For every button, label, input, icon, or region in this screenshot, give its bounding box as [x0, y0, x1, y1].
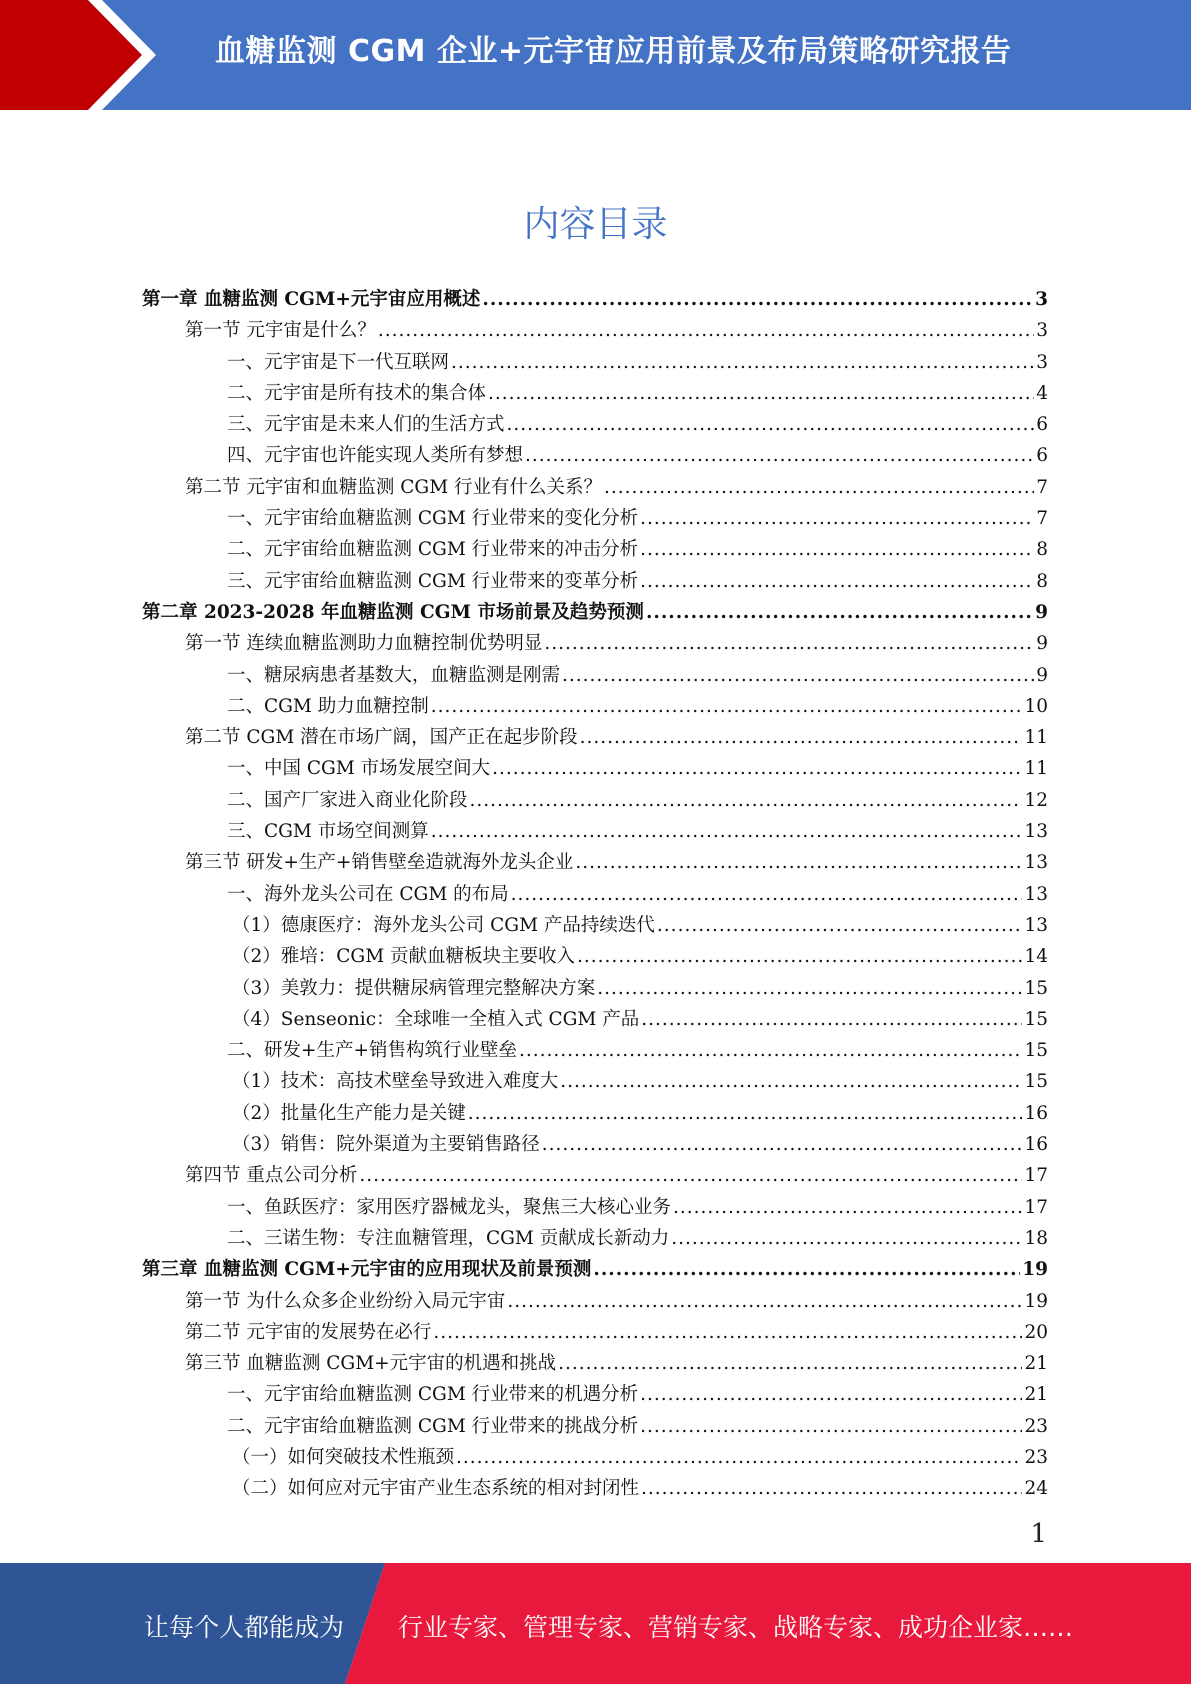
toc-entry[interactable] [142, 1443, 1048, 1474]
toc-entry-label: （2）雅培：CGM 贡献血糖板块主要收入 [232, 946, 576, 968]
toc-entry-label: （3）销售：院外渠道为主要销售路径 [232, 1134, 540, 1156]
toc-entry-page: 12 [1024, 789, 1048, 811]
toc-entry-page: 10 [1024, 695, 1048, 717]
toc-entry-label: 二、元宇宙是所有技术的集合体 [227, 382, 487, 404]
toc-entry-page: 7 [1036, 476, 1048, 498]
toc-entry-page: 3 [1036, 351, 1048, 373]
toc-entry[interactable] [142, 1474, 1048, 1505]
toc-leader-dots [451, 352, 1034, 373]
toc-entry-page: 20 [1024, 1321, 1048, 1343]
toc-entry[interactable] [142, 942, 1048, 973]
toc-entry[interactable] [142, 723, 1048, 754]
toc-entry-page: 13 [1024, 914, 1048, 936]
toc-leader-dots [640, 508, 1034, 529]
toc-entry[interactable] [142, 1318, 1048, 1349]
toc-entry-label: 第二节 CGM 潜在市场广阔，国产正在起步阶段 [185, 727, 578, 749]
toc-entry[interactable] [142, 1224, 1048, 1255]
toc-entry[interactable] [142, 441, 1048, 472]
toc-entry[interactable] [142, 974, 1048, 1005]
toc-leader-dots [525, 445, 1034, 466]
toc-entry-label: 一、元宇宙给血糖监测 CGM 行业带来的机遇分析 [227, 1384, 639, 1406]
toc-leader-dots [597, 978, 1022, 999]
footer-slogan-right: 行业专家、管理专家、营销专家、战略专家、成功企业家…… [398, 1613, 1074, 1642]
toc-entry-page: 16 [1024, 1134, 1048, 1156]
toc-entry-page: 19 [1024, 1290, 1048, 1312]
toc-leader-dots [482, 289, 1033, 310]
toc-entry-page: 3 [1035, 289, 1048, 310]
toc-entry-label: （4）Senseonic：全球唯一全植入式 CGM 产品 [232, 1008, 640, 1030]
toc-entry[interactable] [142, 1193, 1048, 1224]
footer-slogan-left: 让每个人都能成为 [144, 1613, 345, 1642]
toc-entry-page: 8 [1036, 570, 1048, 592]
toc-entry-label: 第二节 元宇宙的发展势在必行 [185, 1321, 432, 1343]
toc-entry-label: 第二节 元宇宙和血糖监测 CGM 行业有什么关系？ [185, 476, 603, 498]
toc-entry-page: 9 [1036, 664, 1048, 686]
page-number: 1 [1030, 1519, 1047, 1549]
toc-entry-label: （一）如何突破技术性瓶颈 [232, 1446, 455, 1468]
toc-entry-label: 第一节 连续血糖监测助力血糖控制优势明显 [185, 633, 543, 655]
toc-entry-label: 一、鱼跃医疗：家用医疗器械龙头，聚焦三大核心业务 [227, 1196, 672, 1218]
table-of-contents [142, 285, 1048, 1506]
toc-entry-page: 13 [1024, 852, 1048, 874]
toc-leader-dots [580, 727, 1023, 748]
toc-entry[interactable] [142, 473, 1048, 504]
toc-heading: 内容目录 [523, 204, 668, 245]
toc-leader-dots [673, 1197, 1022, 1218]
toc-leader-dots [558, 1353, 1022, 1374]
toc-entry-label: 第三节 血糖监测 CGM+元宇宙的机遇和挑战 [185, 1353, 557, 1375]
toc-entry-label: 三、元宇宙是未来人们的生活方式 [227, 414, 505, 436]
toc-entry-label: 三、CGM 市场空间测算 [227, 821, 429, 843]
toc-leader-dots [641, 1478, 1022, 1499]
toc-entry-label: 第四节 重点公司分析 [185, 1165, 358, 1187]
toc-leader-dots [431, 821, 1023, 842]
toc-entry-label: （2）批量化生产能力是关键 [232, 1102, 466, 1124]
toc-entry-page: 13 [1024, 821, 1048, 843]
toc-entry-page: 15 [1024, 1071, 1048, 1093]
toc-leader-dots [468, 1103, 1023, 1124]
toc-leader-dots [433, 1322, 1022, 1343]
toc-entry-page: 17 [1024, 1196, 1048, 1218]
toc-entry-label: 第一节 为什么众多企业纷纷入局元宇宙 [185, 1290, 506, 1312]
toc-entry[interactable] [142, 1099, 1048, 1130]
toc-entry[interactable] [142, 504, 1048, 535]
toc-entry-page: 9 [1036, 633, 1048, 655]
toc-entry-label: 二、国产厂家进入商业化阶段 [227, 789, 468, 811]
toc-entry[interactable] [142, 410, 1048, 441]
toc-entry-page: 15 [1024, 977, 1048, 999]
toc-leader-dots [542, 1134, 1023, 1155]
toc-entry[interactable] [142, 1005, 1048, 1036]
toc-leader-dots [640, 539, 1034, 560]
toc-leader-dots [507, 414, 1035, 435]
toc-entry-page: 19 [1022, 1259, 1048, 1281]
toc-entry-label: 二、元宇宙给血糖监测 CGM 行业带来的挑战分析 [227, 1415, 639, 1437]
toc-entry-page: 16 [1024, 1102, 1048, 1124]
toc-entry-label: （1）技术：高技术壁垒导致进入难度大 [232, 1071, 559, 1093]
report-title: 血糖监测 CGM 企业+元宇宙应用前景及布局策略研究报告 [215, 34, 1012, 69]
toc-leader-dots [593, 1259, 1020, 1280]
toc-entry[interactable] [142, 567, 1048, 598]
toc-entry[interactable] [142, 629, 1048, 660]
toc-leader-dots [431, 696, 1023, 717]
toc-entry[interactable] [142, 1161, 1048, 1192]
toc-entry-page: 7 [1036, 508, 1048, 530]
toc-entry-label: 一、元宇宙是下一代互联网 [227, 351, 450, 373]
toc-entry[interactable] [142, 692, 1048, 723]
toc-entry-page: 24 [1024, 1478, 1048, 1500]
toc-entry-label: 二、研发+生产+销售构筑行业壁垒 [227, 1040, 518, 1062]
toc-entry-label: 第一节 元宇宙是什么？ [185, 320, 376, 342]
toc-entry[interactable] [142, 786, 1048, 817]
toc-entry[interactable] [142, 880, 1048, 911]
toc-entry-page: 9 [1035, 601, 1048, 623]
toc-entry-label: 第一章 血糖监测 CGM+元宇宙应用概述 [142, 289, 481, 310]
toc-entry-page: 21 [1024, 1353, 1048, 1375]
toc-entry-page: 11 [1024, 758, 1048, 780]
toc-leader-dots [560, 1071, 1022, 1092]
toc-leader-dots [359, 1165, 1022, 1186]
toc-entry-page: 15 [1024, 1040, 1048, 1062]
toc-entry[interactable] [142, 379, 1048, 410]
page-header [0, 0, 1191, 110]
toc-leader-dots [492, 758, 1022, 779]
toc-entry-label: 二、元宇宙给血糖监测 CGM 行业带来的冲击分析 [227, 539, 639, 561]
toc-entry-page: 23 [1024, 1446, 1048, 1468]
toc-leader-dots [640, 1384, 1022, 1405]
toc-leader-dots [657, 915, 1023, 936]
toc-leader-dots [507, 1291, 1022, 1312]
toc-leader-dots [577, 946, 1022, 967]
toc-entry-page: 15 [1024, 1008, 1048, 1030]
toc-entry[interactable] [142, 1412, 1048, 1443]
toc-entry-label: 二、CGM 助力血糖控制 [227, 695, 429, 717]
toc-entry[interactable] [142, 1287, 1048, 1318]
toc-entry-page: 4 [1036, 382, 1048, 404]
toc-leader-dots [640, 571, 1034, 592]
toc-leader-dots [511, 884, 1023, 905]
toc-leader-dots [470, 790, 1023, 811]
toc-entry-label: 第三节 研发+生产+销售壁垒造就海外龙头企业 [185, 852, 574, 874]
toc-entry-label: 一、中国 CGM 市场发展空间大 [227, 758, 491, 780]
toc-entry-page: 17 [1024, 1165, 1048, 1187]
toc-entry-label: 四、元宇宙也许能实现人类所有梦想 [227, 445, 524, 467]
toc-entry[interactable] [142, 848, 1048, 879]
toc-leader-dots [456, 1447, 1022, 1468]
toc-entry-page: 21 [1024, 1384, 1048, 1406]
toc-entry[interactable] [142, 535, 1048, 566]
toc-entry-label: （二）如何应对元宇宙产业生态系统的相对封闭性 [232, 1478, 640, 1500]
toc-leader-dots [544, 633, 1034, 654]
toc-entry-page: 11 [1024, 727, 1048, 749]
toc-entry[interactable] [142, 754, 1048, 785]
toc-leader-dots [641, 1009, 1022, 1030]
toc-leader-dots [488, 383, 1034, 404]
toc-entry-label: 第二章 2023-2028 年血糖监测 CGM 市场前景及趋势预测 [142, 601, 644, 623]
toc-leader-dots [671, 1228, 1022, 1249]
toc-entry-page: 23 [1024, 1415, 1048, 1437]
toc-leader-dots [640, 1416, 1022, 1437]
toc-entry-label: （3）美敦力：提供糖尿病管理完整解决方案 [232, 977, 596, 999]
toc-entry[interactable] [142, 817, 1048, 848]
toc-entry[interactable] [142, 1255, 1048, 1286]
toc-entry[interactable] [142, 285, 1048, 316]
toc-entry-label: 一、糖尿病患者基数大，血糖监测是刚需 [227, 664, 561, 686]
toc-entry-page: 13 [1024, 883, 1048, 905]
toc-entry[interactable] [142, 661, 1048, 692]
toc-leader-dots [519, 1040, 1022, 1061]
toc-entry-page: 8 [1036, 539, 1048, 561]
toc-entry-page: 3 [1036, 320, 1048, 342]
toc-leader-dots [604, 477, 1034, 498]
toc-leader-dots [562, 665, 1034, 686]
toc-entry[interactable] [142, 1130, 1048, 1161]
toc-leader-dots [646, 602, 1033, 623]
toc-entry-label: 一、海外龙头公司在 CGM 的布局 [227, 883, 509, 905]
toc-leader-dots [575, 852, 1022, 873]
toc-entry-page: 18 [1024, 1227, 1048, 1249]
toc-entry-label: 第三章 血糖监测 CGM+元宇宙的应用现状及前景预测 [142, 1259, 592, 1281]
toc-entry[interactable] [142, 316, 1048, 347]
toc-entry[interactable] [142, 1036, 1048, 1067]
toc-entry[interactable] [142, 348, 1048, 379]
toc-entry[interactable] [142, 598, 1048, 629]
toc-entry[interactable] [142, 1380, 1048, 1411]
toc-entry[interactable] [142, 1067, 1048, 1098]
toc-entry-label: 一、元宇宙给血糖监测 CGM 行业带来的变化分析 [227, 508, 639, 530]
toc-entry[interactable] [142, 1349, 1048, 1380]
toc-entry-label: （1）德康医疗：海外龙头公司 CGM 产品持续迭代 [232, 914, 655, 936]
toc-entry-label: 三、元宇宙给血糖监测 CGM 行业带来的变革分析 [227, 570, 639, 592]
toc-entry-page: 14 [1024, 946, 1048, 968]
toc-entry-page: 6 [1036, 414, 1048, 436]
toc-entry-label: 二、三诺生物：专注血糖管理，CGM 贡献成长新动力 [227, 1227, 670, 1249]
toc-entry-page: 6 [1036, 445, 1048, 467]
toc-entry[interactable] [142, 911, 1048, 942]
toc-leader-dots [378, 320, 1034, 341]
